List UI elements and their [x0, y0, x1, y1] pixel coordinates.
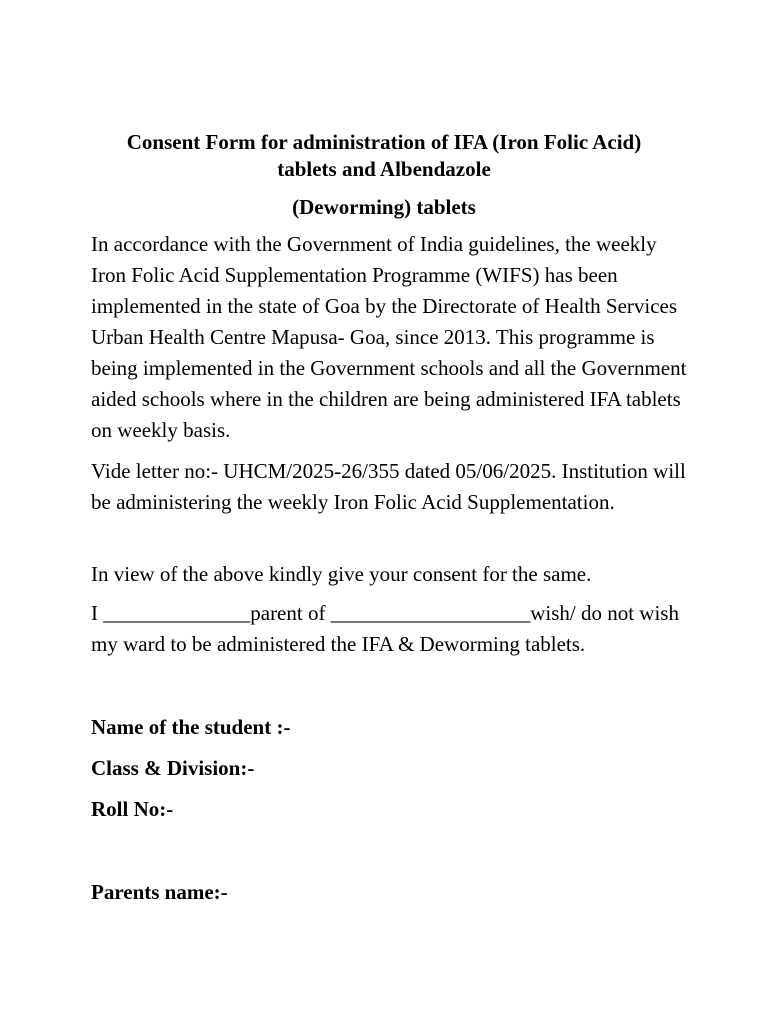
paragraph-consent-statement: I ______________parent of ___________________wish/ do not wish my ward to be administered the IFA & Deworming tablets. — [91, 601, 679, 656]
student-name-label: Name of the student :- — [91, 715, 291, 739]
paragraph-consent-request: In view of the above kindly give your consent for the same. — [91, 562, 592, 586]
paragraph-programme-info: In accordance with the Government of India guidelines, the weekly Iron Folic Acid Supplementation Programme (WIFS) has been implemented in the state of Goa by the Directorate of Health Services Urban Health Centre Mapusa- Goa, since 2013. This programme is being implemented in the Government schools and all the Government aided schools where in the children are being administered IFA tablets on weekly basis. — [91, 232, 687, 442]
form-title: Consent Form for administration of IFA (Iron Folic Acid) tablets and Albendazole — [126, 130, 642, 181]
class-division-label: Class & Division:- — [91, 756, 255, 780]
form-subtitle: (Deworming) tablets — [292, 195, 476, 219]
parents-name-label: Parents name:- — [91, 880, 228, 904]
paragraph-letter-reference: Vide letter no:- UHCM/2025-26/355 dated 05/06/2025. Institution will be administering the weekly Iron Folic Acid Supplementation. — [91, 459, 686, 514]
roll-no-label: Roll No:- — [91, 797, 174, 821]
